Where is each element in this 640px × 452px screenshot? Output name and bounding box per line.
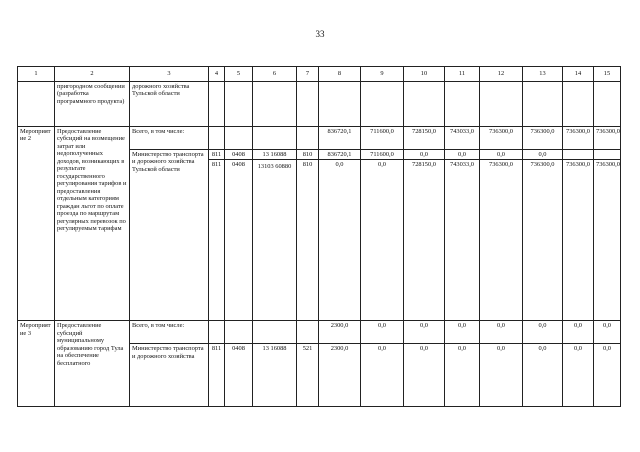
m2-r1-value-6: 0,0 [523,150,563,160]
m2-r2-value-7: 736300,0 [563,160,594,321]
m3-r1-value-1: 2300,0 [319,344,361,407]
page-number: 33 [315,29,325,39]
m2-r2-value-4: 743033,0 [445,160,480,321]
m2-r2-value-8: 736300,0 [594,160,621,321]
m2-r1-value-8 [594,150,621,160]
m3-r1-value-5: 0,0 [480,344,523,407]
cont-name-cell: пригородном сообщении (разработка программного продукта) [55,82,130,127]
m2-total-value-3: 728150,0 [404,127,445,150]
m3-exec: Министерство транспорта и дорожного хозяйства [130,344,209,407]
m2-r2-c5: 0408 [225,160,253,321]
header-col-3: 3 [130,67,209,82]
m3-total-value-2: 0,0 [361,321,404,344]
header-col-10: 10 [404,67,445,82]
m2-total-value-5: 736300,0 [480,127,523,150]
header-col-13: 13 [523,67,563,82]
cont-exec-cell: дорожного хозяйства Тульской области [130,82,209,127]
m3-r1-value-4: 0,0 [445,344,480,407]
m2-r2-value-5: 736300,0 [480,160,523,321]
m3-total-row [18,321,621,344]
continuation-row [18,82,621,127]
header-col-12: 12 [480,67,523,82]
m3-total-label: Всего, в том числе: [130,321,209,344]
m2-r1-c6: 13 16088 [253,150,297,160]
m2-r2-c4: 811 [209,160,225,321]
m2-r2-value-3: 728150,0 [404,160,445,321]
header-col-2: 2 [55,67,130,82]
m2-r1-value-2: 711600,0 [361,150,404,160]
header-col-5: 5 [225,67,253,82]
m2-name: Предоставление субсидий на возмещение затрат или недополученных доходов, возникающих в результате государственного регулирования тарифов и предоставления отдельным категориям граждан льгот по оплате проезда по маршрутам регулярных перевозок по регулируемым тарифам [55,127,130,321]
m2-r1-c5: 0408 [225,150,253,160]
m2-total-label: Всего, в том числе: [130,127,209,150]
m3-total-value-5: 0,0 [480,321,523,344]
m3-r1-c7: 521 [297,344,319,407]
m2-total-value-8: 736300,0 [594,127,621,150]
m2-r1-value-1: 836720,1 [319,150,361,160]
header-col-14: 14 [563,67,594,82]
m2-total-row [18,127,621,150]
m3-r1-c5: 0408 [225,344,253,407]
m2-label: Мероприятие 2 [18,127,55,321]
m2-r2-value-6: 736300,0 [523,160,563,321]
m3-total-value-8: 0,0 [594,321,621,344]
m3-total-value-7: 0,0 [563,321,594,344]
budget-table [17,66,621,407]
m3-total-value-3: 0,0 [404,321,445,344]
m3-r1-value-7: 0,0 [563,344,594,407]
m2-r2-value-1: 0,0 [319,160,361,321]
m2-exec: Министерство транспорта и дорожного хозяйства Тульской области [130,150,209,321]
header-col-11: 11 [445,67,480,82]
m3-r1-value-3: 0,0 [404,344,445,407]
m3-r1-value-6: 0,0 [523,344,563,407]
header-col-8: 8 [319,67,361,82]
m3-r1-value-2: 0,0 [361,344,404,407]
m2-r2-c7: 810 [297,160,319,321]
m2-r1-value-3: 0,0 [404,150,445,160]
m3-name: Предоставление субсидий муниципальному образованию город Тула на обеспечение бесплатного [55,321,130,407]
cont-label-cell [18,82,55,127]
header-col-9: 9 [361,67,404,82]
m2-r1-value-7 [563,150,594,160]
m3-total-value-6: 0,0 [523,321,563,344]
m2-r1-c7: 810 [297,150,319,160]
m2-total-value-6: 736300,0 [523,127,563,150]
m3-total-value-1: 2300,0 [319,321,361,344]
m2-total-value-4: 743033,0 [445,127,480,150]
m2-r1-value-4: 0,0 [445,150,480,160]
m3-r1-value-8: 0,0 [594,344,621,407]
m2-r1-c4: 811 [209,150,225,160]
m2-total-value-7: 736300,0 [563,127,594,150]
m3-r1-c6: 13 16088 [253,344,297,407]
m2-r2-c6: 13103 60880 [253,160,297,321]
m2-r2-value-2: 0,0 [361,160,404,321]
header-row [18,67,621,82]
m3-label: Мероприятие 3 [18,321,55,407]
m2-total-value-2: 711600,0 [361,127,404,150]
header-col-7: 7 [297,67,319,82]
header-col-1: 1 [18,67,55,82]
m3-total-value-4: 0,0 [445,321,480,344]
header-col-15: 15 [594,67,621,82]
m2-total-value-1: 836720,1 [319,127,361,150]
header-col-4: 4 [209,67,225,82]
m2-r1-value-5: 0,0 [480,150,523,160]
header-col-6: 6 [253,67,297,82]
m3-r1-c4: 811 [209,344,225,407]
